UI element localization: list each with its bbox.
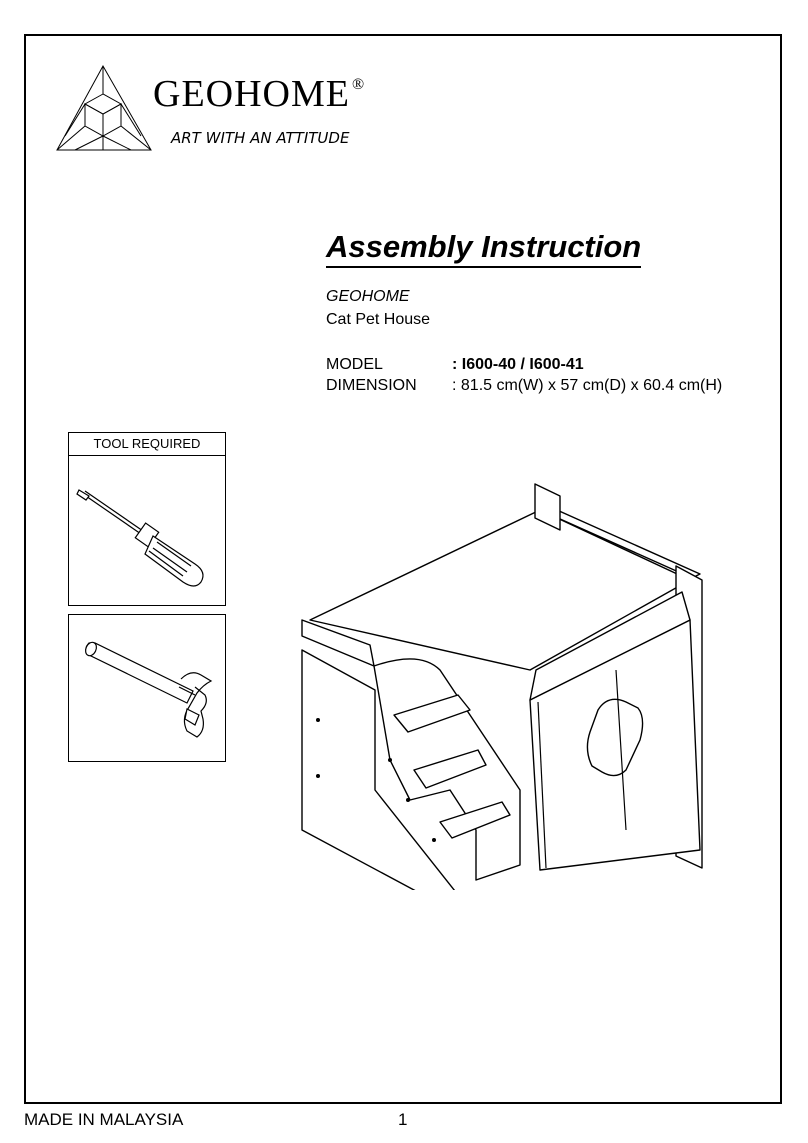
- page-title: Assembly Instruction: [326, 229, 641, 268]
- product-name: Cat Pet House: [326, 311, 431, 328]
- page-number: 1: [398, 1110, 408, 1129]
- dimension-value: : 81.5 cm(W) x 57 cm(D) x 60.4 cm(H): [452, 377, 723, 394]
- model-row: [326, 356, 584, 374]
- brand-tagline: ART WITH AN ATTITUDE: [171, 129, 350, 147]
- screwdriver-icon: [69, 456, 224, 606]
- model-value: : I600-40 / I600-41: [452, 356, 584, 373]
- brand-line: GEOHOME: [326, 288, 410, 305]
- model-label: MODEL: [326, 356, 383, 373]
- dimension-label: DIMENSION: [326, 377, 417, 394]
- tool-box-screwdriver: [68, 432, 226, 606]
- tool-required-heading: TOOL REQUIRED: [69, 433, 225, 456]
- brand-name: GEOHOME ®: [153, 73, 366, 115]
- made-in-label: MADE IN MALAYSIA: [24, 1110, 184, 1129]
- cat-house-illustration: [290, 470, 720, 890]
- hammer-icon: [69, 615, 224, 760]
- geohome-logo-icon: [55, 64, 155, 154]
- tool-box-hammer: [68, 614, 226, 762]
- dimension-row: [326, 377, 722, 395]
